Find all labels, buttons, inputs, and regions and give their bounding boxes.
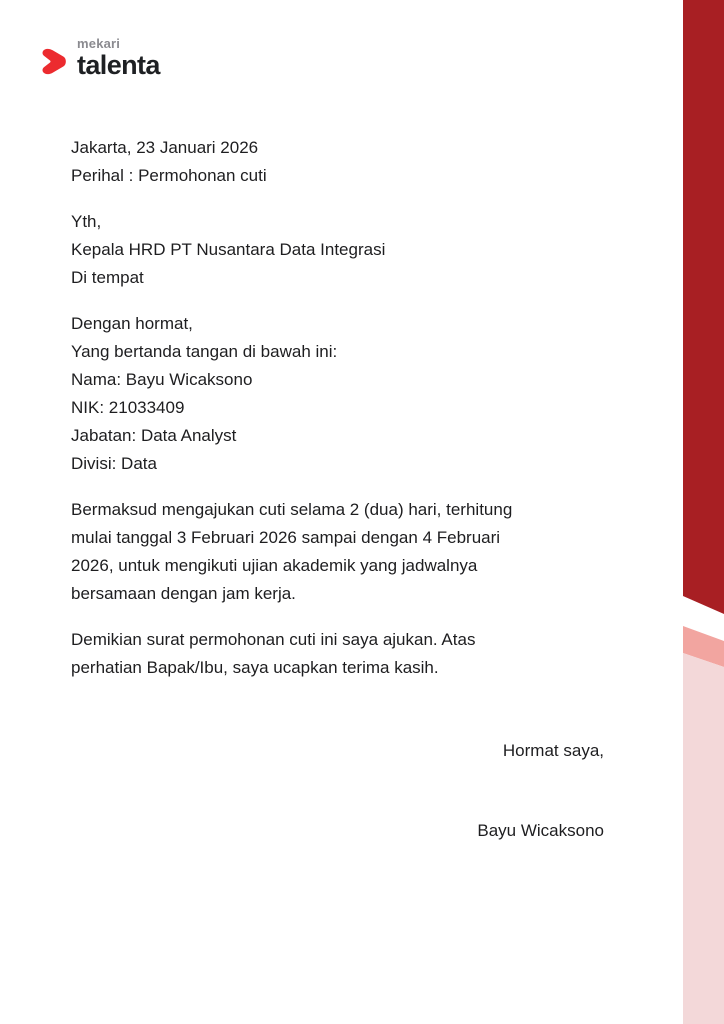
letter-body	[71, 134, 631, 845]
signature-name: Bayu Wicaksono	[477, 821, 604, 840]
identity-position-line: Jabatan: Data Analyst	[71, 426, 237, 445]
subject-line: Perihal : Permohonan cuti	[71, 166, 267, 185]
opening-identity-block	[71, 310, 631, 478]
brand-wordmark	[77, 36, 160, 79]
request-paragraph-line: 2026, untuk mengikuti ujian akademik yang jadwalnya	[71, 556, 478, 575]
recipient-block	[71, 208, 631, 292]
band-dark-red-shape	[683, 0, 724, 614]
band-light-pink-shape	[683, 653, 724, 1024]
identity-name-line: Nama: Bayu Wicaksono	[71, 370, 253, 389]
date-line: Jakarta, 23 Januari 2026	[71, 138, 259, 157]
brand-talenta-label: talenta	[77, 50, 160, 80]
recipient-line: Kepala HRD PT Nusantara Data Integrasi	[71, 240, 386, 259]
signoff-line: Hormat saya,	[502, 741, 604, 760]
brand-mekari-label: mekari	[77, 36, 121, 51]
request-paragraph-line: mulai tanggal 3 Februari 2026 sampai dengan 4 Februari	[71, 528, 501, 547]
identity-nik-line: NIK: 21033409	[71, 398, 185, 417]
request-paragraph-line: Bermaksud mengajukan cuti selama 2 (dua) hari, terhitung	[71, 500, 513, 519]
brand-logo	[39, 36, 160, 79]
signoff-block	[71, 737, 631, 765]
signature-block	[71, 817, 631, 845]
request-paragraph-line: bersamaan dengan jam kerja.	[71, 584, 296, 603]
salutation-line: Dengan hormat,	[71, 314, 193, 333]
closing-paragraph	[71, 626, 631, 682]
recipient-line: Yth,	[71, 212, 102, 231]
request-paragraph	[71, 496, 631, 608]
decorative-band	[683, 0, 724, 1024]
date-subject-block	[71, 134, 631, 190]
mekari-arrow-icon	[39, 46, 67, 77]
intro-line: Yang bertanda tangan di bawah ini:	[71, 342, 338, 361]
closing-paragraph-line: Demikian surat permohonan cuti ini saya ajukan. Atas	[71, 630, 476, 649]
closing-paragraph-line: perhatian Bapak/Ibu, saya ucapkan terima kasih.	[71, 658, 439, 677]
recipient-line: Di tempat	[71, 268, 144, 287]
identity-division-line: Divisi: Data	[71, 454, 157, 473]
